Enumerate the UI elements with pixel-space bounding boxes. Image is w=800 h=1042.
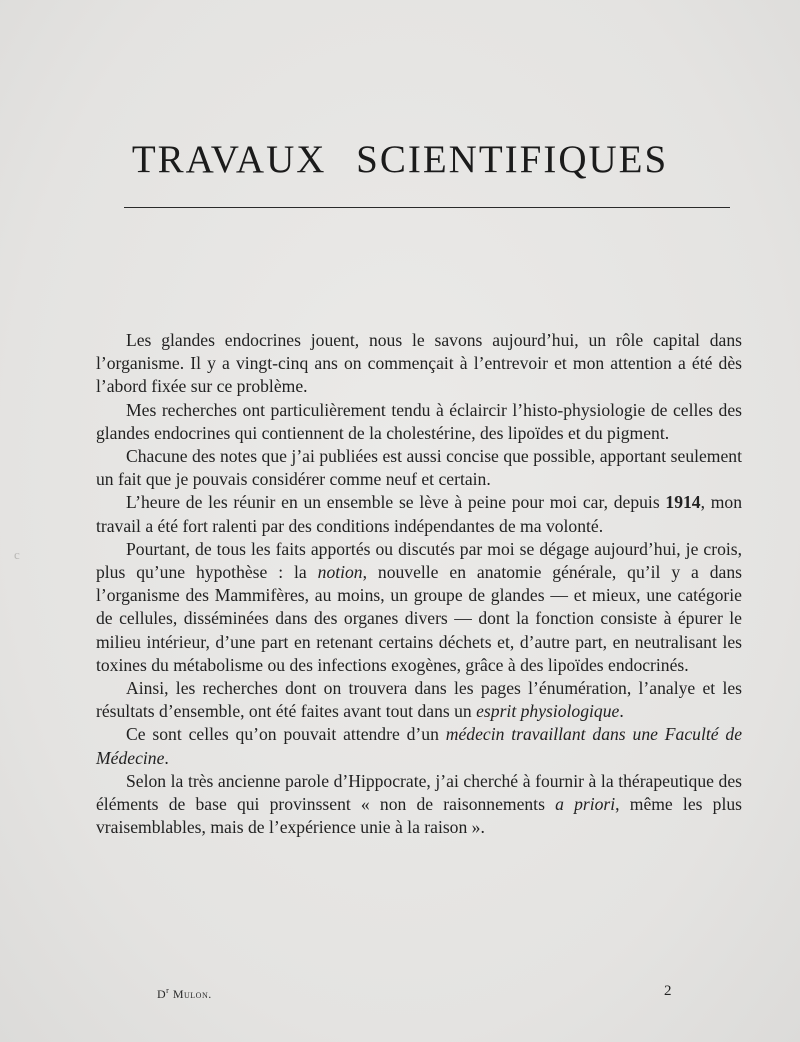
- italic-text: a priori: [555, 794, 616, 815]
- paragraph-text: Ainsi, les recherches dont on trouvera dans les pages l’énumération, l’analye et les résultats d’ensemble, ont été faites avant tout dans un: [96, 678, 742, 722]
- paragraph-text: .: [619, 701, 624, 722]
- paragraph: [96, 538, 742, 677]
- paragraph-text: , nouvelle en anatomie générale, qu’il y a dans l’organisme des Mammifères, au moins, un groupe de glandes — et mieux, une catégorie de cellules, disséminées dans des organes divers — dont la fonction consiste à épurer le milieu intérieur, d’une part en retenant certains déchets et, d’autre part, en neutralisant les toxines du métabolisme ou des infections exogènes, grâce à des lipoïdes endocrinés.: [96, 562, 742, 675]
- paragraph-text: Mes recherches ont particulièrement tendu à éclaircir l’histo-physiologie de celles des glandes endocrines qui contiennent de la cholestérine, des lipoïdes et du pigment.: [96, 399, 742, 443]
- author-prefix: D: [157, 987, 167, 1001]
- body-text: [96, 329, 742, 839]
- paragraph-text: Chacune des notes que j’ai publiées est aussi concise que possible, apportant seulement un fait que je pouvais considérer comme neuf et certain.: [96, 446, 742, 490]
- italic-text: médecin travaillant dans une Faculté de Médecine: [96, 724, 743, 768]
- margin-mark: c: [14, 547, 20, 562]
- paragraph: [96, 723, 742, 769]
- paragraph-text: Pourtant, de tous les faits apportés ou discutés par moi se dégage aujourd’hui, je crois, plus qu’une hypothèse : la: [96, 538, 742, 583]
- paragraph: [96, 445, 742, 491]
- paragraph-text: L’heure de les réunir en un ensemble se lève à peine pour moi car, depuis: [126, 492, 666, 513]
- author-name: Mulon.: [172, 987, 212, 1001]
- paragraph: [96, 399, 742, 445]
- paragraph-text: Selon la très ancienne parole d’Hippocrate, j’ai cherché à fournir à la thérapeutique des éléments de base qui provinssent « non de raisonnements: [96, 770, 742, 815]
- paragraph-text: Les glandes endocrines jouent, nous le savons aujourd’hui, un rôle capital dans l’organisme. Il y a vingt-cinq ans on commençait à l’entrevoir et mon attention a été dès l’abord fixée sur ce problème.: [96, 330, 742, 397]
- italic-text: notion: [317, 562, 363, 583]
- paragraph-text: , même les plus vraisemblables, mais de l’expérience unie à la raison ».: [96, 794, 742, 838]
- paragraph: [96, 770, 742, 840]
- footer-author: [157, 986, 212, 1002]
- paragraph-text: , mon travail a été fort ralenti par des conditions indépendantes de ma volonté.: [96, 492, 743, 536]
- title-rule: [124, 207, 730, 208]
- page-number: 2: [664, 983, 672, 999]
- paragraph: [96, 491, 742, 537]
- paragraph: [96, 329, 742, 399]
- paragraph-text: Ce sont celles qu’on pouvait attendre d’un: [126, 724, 446, 745]
- paragraph-text: .: [164, 747, 169, 768]
- italic-text: esprit physiologique: [476, 701, 620, 722]
- author-prefix-sup: r: [166, 986, 170, 995]
- paragraph: [96, 677, 742, 723]
- page-title: TRAVAUX SCIENTIFIQUES: [131, 138, 669, 182]
- bold-text: 1914: [665, 492, 701, 513]
